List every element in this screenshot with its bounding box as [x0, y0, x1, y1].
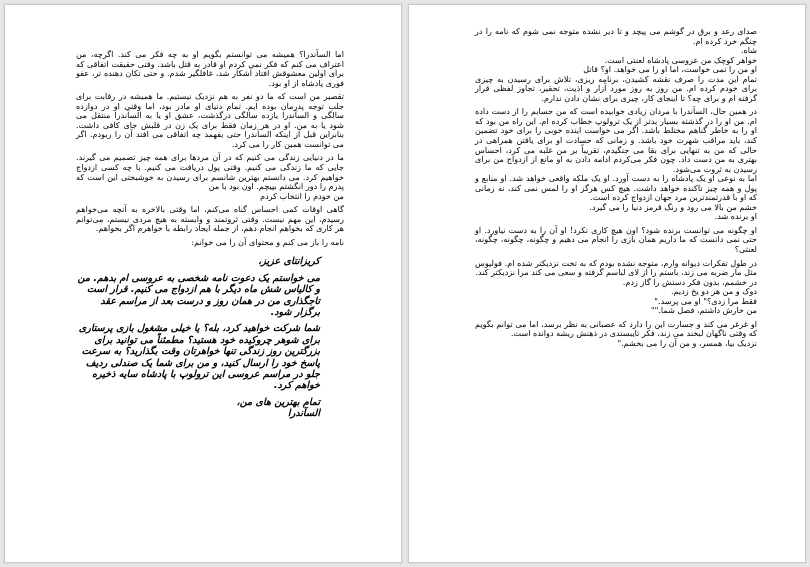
page-text — [475, 27, 757, 349]
paragraph: در طول تفکرات دیوانه وارم، متوجه نشده بودم که به تخت نزدیکتر شده ام. فولیوس مثل مار ضربه می زند، باستم را از لای لباسم گرفته و سعی می کند مرا نزدیکتر کند. — [475, 257, 757, 278]
paragraph: خواهر کوچک من عروسی پادشاه لعنتی است. — [604, 54, 757, 65]
letter-block — [76, 256, 344, 419]
paragraph: من خارش داشتم، فصل شما."" — [650, 305, 757, 316]
paragraph: او غرغر می کند و جسارت این را دارد که عصبانی به نظر برسد، اما می توانم بگویم که وقتی ناگهان لبخند می زند، فکر تایبستدی در ذهنش ریشه دوانده است. — [475, 318, 757, 339]
paragraph: در همین حال، السآندرا با مردان زیادی خوابیده است که من حسابم را از دست داده ام. من او را در گذشته بسیار بدتر از یک ترولوپ خطاب کرده ام. این راه من بود که او را به خاطر گناهم مختلط باشد. اگر می خواست اینده خوبی را برای خود تضمین کند، باید مراقب شهرت خود باشد. و زمانی که حسادت او برای یافتن همراهی در حالی که من به تنهایی برای بقا می جنگیدم، تقریباً بر من غلبه می کرد، احساس بهتری به من دست داد. چون فکر می‌کردم ادامه دادن به او مانع از ازدواج من برای رسیدن به ثروت می‌شود. — [475, 106, 757, 174]
paragraph: در خشمم، بدون فکر دستش را گاز زدم. — [622, 276, 757, 287]
document-page-left — [4, 4, 402, 563]
paragraph: اما السآندرا؟ همیشه می توانستم بگویم او به چه فکر می کند. اگرچه، من اعتراف می کنم که فکر نمی کردم او قادر به قتل باشد. وقتی حقیقت اتفاقی که برای اولین معشوقش افتاد آشکار شد، غافلگیر شدم. و حتی تکان دهنده تر، عفو فوری پادشاه از او بود. — [76, 49, 344, 88]
paragraph: گاهی اوقات کمی احساس گناه می‌کنم، اما وقتی بالاخره به آنچه می‌خواهم رسیدم، این مهم نیست. وقتی ثروتمند و وابسته به هیچ مردی نیستم، می‌توانم هر کاری که بخواهم انجام دهم، از جمله ایجاد رابطه با خواهرم اگر بخواهم. — [76, 204, 344, 234]
letter-salutation: کریزانتای عزیز، — [258, 256, 320, 268]
paragraph: تقصیر من است که ما دو نفر به هم نزدیک نیستیم. ما همیشه در رقابت برای جلب توجه پدرمان بوده ایم. تمام دنیای او مادر بود، اما وقتی او در دوازده سالگی و السآندرا یازده سالگی درگذشت، عشق او یا به السآندرا منتقل می شود یا به من. او در هر زمان فقط برای یک زن در قلبش جای کافی داشت. بنابراین قبل از اینکه السآندرا حتی بفهمد چه اتفاقی می افتد آن را ربودم. اگر می توانست همین کار را می کرد. — [76, 91, 344, 149]
paragraph: او چگونه می توانست برنده شود؟ اون هیچ کاری نکرد! او آن را به دست نیاورد. او حتی نمی دانست که ما داریم همان بازی را انجام می دهیم و چگونه، چگونه، چگونه، لعنتی؟ — [475, 224, 757, 255]
letter-signature: السآندرا — [287, 408, 320, 420]
letter-paragraph: می خواستم یک دعوت نامه شخصی به عروسی ام بدهم. من و کالیاس شش ماه دیگر با هم ازدواج می کنیم. قرار است تاجگذاری من در همان روز و درست بعد از مراسم عقد برگزار شود. — [77, 272, 320, 319]
paragraph: او برنده شد. — [714, 211, 757, 222]
paragraph: شاه. — [740, 45, 757, 56]
paragraph: نامه را باز می کنم و محتوای آن را می خوانم: — [191, 236, 344, 247]
paragraph: ما در دنیایی زندگی می کنیم که در آن مردها برای همه چیز تصمیم می گیرند. جایی که ما زندگی می کنیم. وقتی پول دریافت می کنیم. با چه کسی ازدواج خواهیم کرد. می دانستم بهترین شانسم برای رسیدن به خوشبختی این است که پدرم را دور انگشتم بپیچم. اون بود با من — [76, 152, 344, 192]
document-page-right — [408, 4, 806, 563]
paragraph: خشم من بالا می رود و رنگ قرمز دنیا را می گیرد. — [589, 201, 757, 212]
paragraph: صدای رعد و برق در گوشم می پیچد و تا دیر نشده متوجه نمی شوم که نامه را در چنگم خرد کرده ام. — [475, 26, 757, 46]
paragraph: تمام این مدت را صرف نقشه کشیدن، برنامه ریزی، تلاش برای رسیدن به چیزی برای خودم کرده ام. من روز به روز مورد آزار و اذیت، تحقیر، تجاوز لفظی قرار گرفته ام و برای چه؟ تا اینجای کار، چیزی برای نشان دادن ندارم. — [475, 73, 757, 103]
paragraph: اما به نوعی او یک پادشاه را به دست آورد. او یک ملکه واقعی خواهد شد. او منابع و پول و همه چیز تاکنده خواهد داشت. هیچ کس هرگز او را لمس نمی کند، نه زمانی که او با قدرتمندترین مرد جهان ازدواج کرده است. — [475, 173, 757, 203]
letter-paragraph: شما شرکت خواهید کرد، بله؟ یا خیلی مشغول بازی پرستاری برای شوهر چروکیده خود هستید؟ مطمئناً می توانید برای بزرگترین روز زندگی تنها خواهرتان وقت بگذارید؟ به سرعت پاسخ خود را ارسال کنید، و من برای شما یک صندلی ردیف جلو در مراسم عروسی این ترولوپ با پادشاه سایه ذخیره خواهم کرد. — [78, 323, 320, 392]
paragraph: فقط مرا زدی؟" او می پرسد." — [654, 295, 757, 306]
paragraph: دوک و من هر دو یخ زدیم. — [670, 286, 757, 297]
paragraph: من خودم را انتخاب کردم — [260, 190, 344, 201]
page-text — [76, 50, 344, 420]
paragraph: او من را نمی خواست، اما او را می خواهد. او؟ قاتل — [583, 64, 757, 75]
letter-closing: تمام بهترین های من، — [236, 396, 320, 408]
paragraph: نزدیک بیا، همسر، و من آن را می بخشم." — [617, 337, 757, 348]
